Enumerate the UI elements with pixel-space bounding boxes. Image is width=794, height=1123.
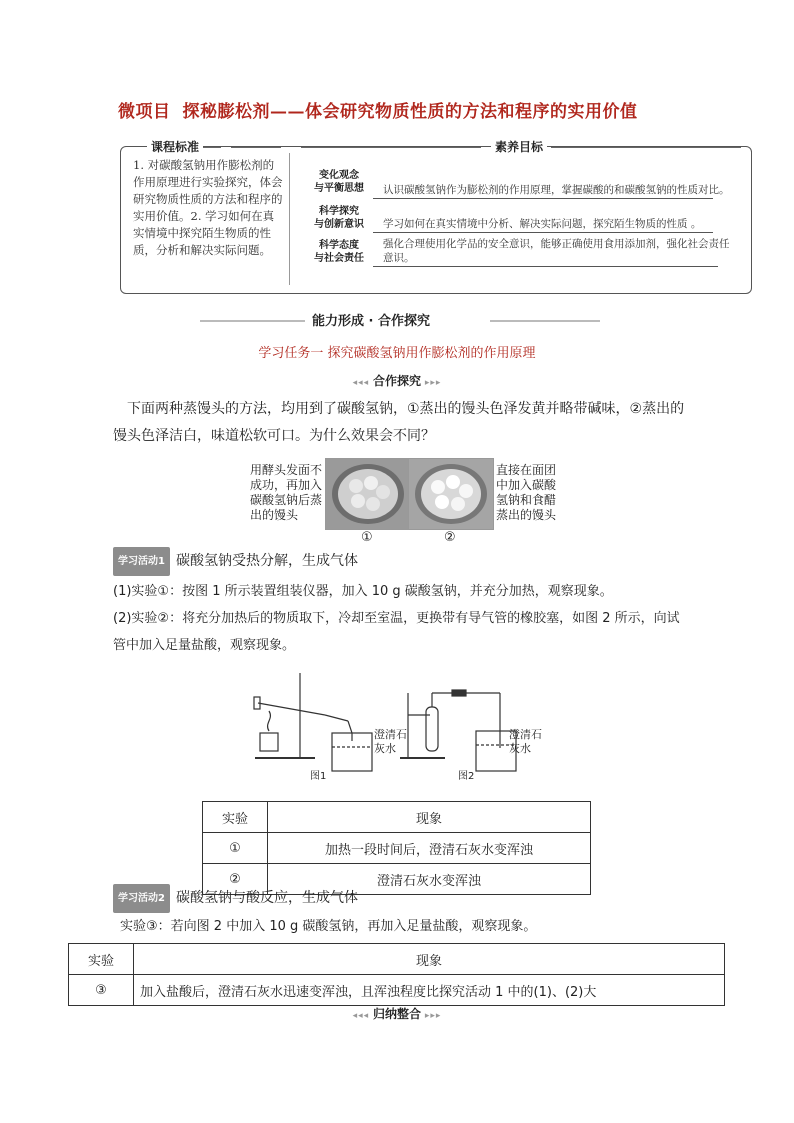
figure-1-label: 图1 <box>310 771 327 782</box>
photo-caption-right: 直接在面团中加入碳酸氢钠和食醋蒸出的馒头 <box>496 463 557 522</box>
standards-text: 1. 对碳酸氢钠用作膨松剂的作用原理进行实验探究，体会研究物质性质的方法和程序的实用价值。2. 学习如何在真实情境中探究陌生物质的性质，分析和解决实际问题。 <box>133 158 283 257</box>
goal-text: 强化合理使用化学品的安全意识，能够正确使用食用添加剂，强化社会责任意识。 <box>383 238 730 264</box>
activity-tag: 学习活动1 <box>113 547 170 576</box>
table-cell: 加入盐酸后，澄清石灰水迅速变浑浊，且浑浊程度比探究活动 1 中的(1)、(2)大 <box>134 975 725 1006</box>
divider <box>289 153 290 285</box>
objectives-box <box>120 140 752 294</box>
intro-paragraph: 下面两种蒸馒头的方法，均用到了碳酸氢钠，①蒸出的馒头色泽发黄并略带碱味，②蒸出的馒头色泽洁白，味道松软可口。为什么效果会不同？ <box>113 401 685 444</box>
experiment-1-text: (1)实验①：按图 1 所示装置组装仪器，加入 10 g 碳酸氢钠，并充分加热，观察现象。 <box>113 584 613 599</box>
coop-heading: ◂◂◂ 合作探究 ▸▸▸ <box>352 374 442 388</box>
limewater-label-2: 澄清石灰水 <box>509 728 542 755</box>
photo-label-2: ② <box>444 530 456 545</box>
activity-tag: 学习活动2 <box>113 884 170 913</box>
section-banner: 能力形成 · 合作探究 <box>200 310 600 330</box>
goal-text: 学习如何在真实情境中分析、解决实际问题，探究陌生物质的性质 。 <box>383 218 702 230</box>
divider <box>373 232 713 233</box>
goal-tag: 科学态度 与社会责任 <box>314 240 364 264</box>
task-heading: 学习任务一 探究碳酸氢钠用作膨松剂的作用原理 <box>258 346 536 361</box>
table-header: 现象 <box>134 944 725 975</box>
steamed-bun-photo-2 <box>408 458 494 530</box>
table-cell: ① <box>203 833 268 864</box>
title-main: 探秘膨松剂——体会研究物质性质的方法和程序的实用价值 <box>182 102 638 122</box>
table-cell: 加热一段时间后，澄清石灰水变浑浊 <box>268 833 591 864</box>
table-row <box>203 833 591 864</box>
divider <box>373 198 713 199</box>
standards-header: 课程标准 <box>147 138 203 155</box>
goal-text: 认识碳酸氢钠作为膨松剂的作用原理，掌握碳酸的和碳酸氢钠的性质对比。 <box>383 184 730 196</box>
table-header-row <box>203 802 591 833</box>
goal-tag: 变化观念 与平衡思想 <box>314 170 364 194</box>
apparatus-diagram <box>240 663 560 785</box>
results-table-1 <box>202 801 591 895</box>
activity-2-heading: 学习活动2 碳酸氢钠与酸反应，生成气体 <box>113 884 693 913</box>
divider <box>231 147 281 148</box>
steamed-bun-photo-1 <box>325 458 411 530</box>
divider <box>551 147 741 148</box>
limewater-label-1: 澄清石灰水 <box>374 728 407 755</box>
divider <box>373 266 718 267</box>
table-cell: ② <box>203 864 268 895</box>
results-table-2 <box>68 943 725 1006</box>
summary-heading: ◂◂◂ 归纳整合 ▸▸▸ <box>352 1007 442 1021</box>
table-header: 现象 <box>268 802 591 833</box>
table-header: 实验 <box>203 802 268 833</box>
table-header: 实验 <box>69 944 134 975</box>
table-header-row <box>69 944 725 975</box>
figure-2-label: 图2 <box>458 771 475 782</box>
literacy-header: 素养目标 <box>491 138 547 155</box>
table-cell: ③ <box>69 975 134 1006</box>
table-cell: 澄清石灰水变浑浊 <box>268 864 591 895</box>
table-row <box>69 975 725 1006</box>
experiment-2-text: (2)实验②：将充分加热后的物质取下，冷却至室温，更换带有导气管的橡胶塞，如图 2 所示，向试管中加入足量盐酸，观察现象。 <box>113 611 680 653</box>
photo-caption-left: 用酵头发面不成功，再加入碳酸氢钠后蒸出的馒头 <box>250 463 323 522</box>
goal-tag: 科学探究 与创新意识 <box>314 206 364 230</box>
page-title <box>118 97 638 122</box>
activity-1-heading: 学习活动1 碳酸氢钠受热分解，生成气体 <box>113 547 693 576</box>
title-prefix: 微项目 <box>118 102 171 122</box>
experiment-3-text: 实验③：若向图 2 中加入 10 g 碳酸氢钠，再加入足量盐酸，观察现象。 <box>120 919 537 934</box>
photo-label-1: ① <box>361 530 373 545</box>
divider <box>301 147 481 148</box>
